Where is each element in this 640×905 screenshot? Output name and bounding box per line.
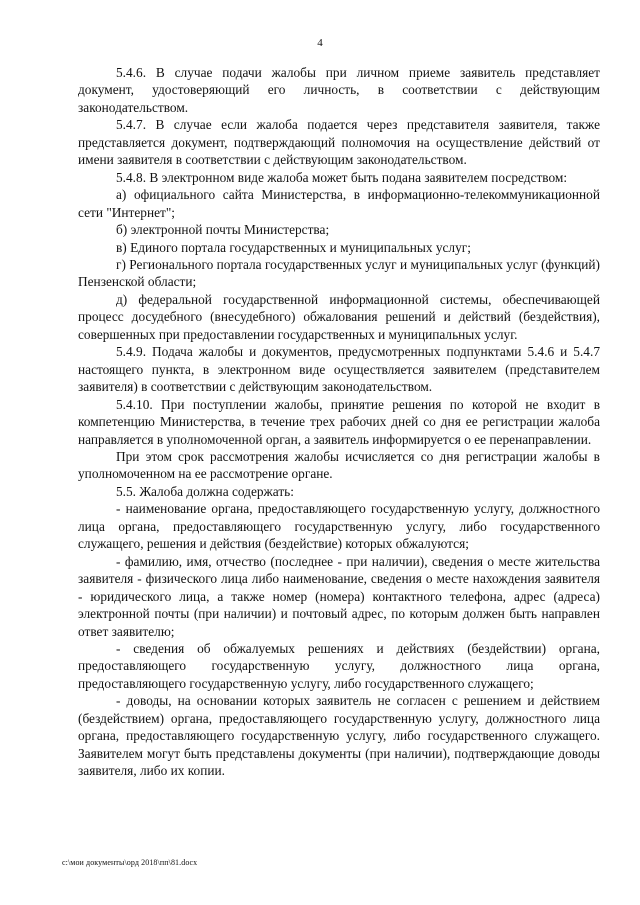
list-item-b: б) электронной почты Министерства; (116, 222, 330, 238)
paragraph-5-5: 5.5. Жалоба должна содержать: (116, 483, 294, 499)
page-number: 4 (317, 37, 323, 49)
list-item-g: г) Регионального портала государственных услуг и муниципальных услуг (функций) Пензенской области; (78, 256, 600, 290)
document-body (78, 64, 600, 780)
list-item-d: д) федеральной государственной информационной системы, обеспечивающей процесс досудебного (внесудебного) обжалования решений и действий (бездействия), совершенных при предоставлении государственных и муниципальных услуг. (78, 291, 600, 342)
paragraph-5-4-6: 5.4.6. В случае подачи жалобы при личном приеме заявитель представляет документ, удостоверяющий его личность, в соответствии с действующим законодательством. (78, 65, 600, 115)
list-item-a: а) официального сайта Министерства, в информационно-телекоммуникационной сети "Интернет"; (78, 187, 600, 220)
list-item-arguments: - доводы, на основании которых заявитель не согласен с решением и действием (бездействием) органа, предоставляющего государственную услугу, должностного лица органа, предоставляющего государственную услугу, либо государственного служащего. Заявителем могут быть представлены документы (при наличии), подтверждающие доводы заявителя, либо их копии. (78, 693, 600, 779)
paragraph-5-4-10: 5.4.10. При поступлении жалобы, принятие решения по которой не входит в компетенцию Министерства, в течение трех рабочих дней со дня ее регистрации жалоба направляется в уполномоченной орган, а заявитель информируется о ее перенаправлении. (78, 396, 600, 447)
list-item-v: в) Единого портала государственных и муниципальных услуг; (116, 239, 471, 255)
list-item-applicant-info: - фамилию, имя, отчество (последнее - при наличии), сведения о месте жительства заявителя - физического лица либо наименование, сведения о месте нахождения заявителя - юридического лица, а также номер (номера) контактного телефона, адрес (адреса) электронной почты (при наличии) и почтовый адрес, по которым должен быть направлен ответ заявителю; (78, 553, 600, 639)
list-item-appealed-decisions: - сведения об обжалуемых решениях и действиях (бездействии) органа, предоставляющего государственную услугу, должностного лица органа, предоставляющего государственную услугу, либо государственного служащего; (78, 640, 600, 691)
paragraph-5-4-9: 5.4.9. Подача жалобы и документов, предусмотренных подпунктами 5.4.6 и 5.4.7 настоящего пункта, в электронном виде осуществляется заявителем (представителем заявителя) в соответствии с действующим законодательством. (78, 344, 600, 395)
footer-file-path: c:\мои документы\орд 2018\пп\81.docx (62, 858, 198, 867)
list-item-organ-name: - наименование органа, предоставляющего государственную услугу, должностного лица органа, предоставляющего государственную услугу, либо государственного служащего, решения и действия (бездействие) которых обжалуются; (78, 501, 600, 552)
paragraph-registration-term: При этом срок рассмотрения жалобы исчисляется со дня регистрации жалобы в уполномоченном на ее рассмотрение органе. (78, 448, 600, 482)
paragraph-5-4-8: 5.4.8. В электронном виде жалоба может быть подана заявителем посредством: (116, 169, 568, 185)
paragraph-5-4-7: 5.4.7. В случае если жалоба подается через представителя заявителя, также представляется документ, подтверждающий полномочия на осуществление действий от имени заявителя в соответствии с действующим законодательством. (78, 117, 600, 168)
